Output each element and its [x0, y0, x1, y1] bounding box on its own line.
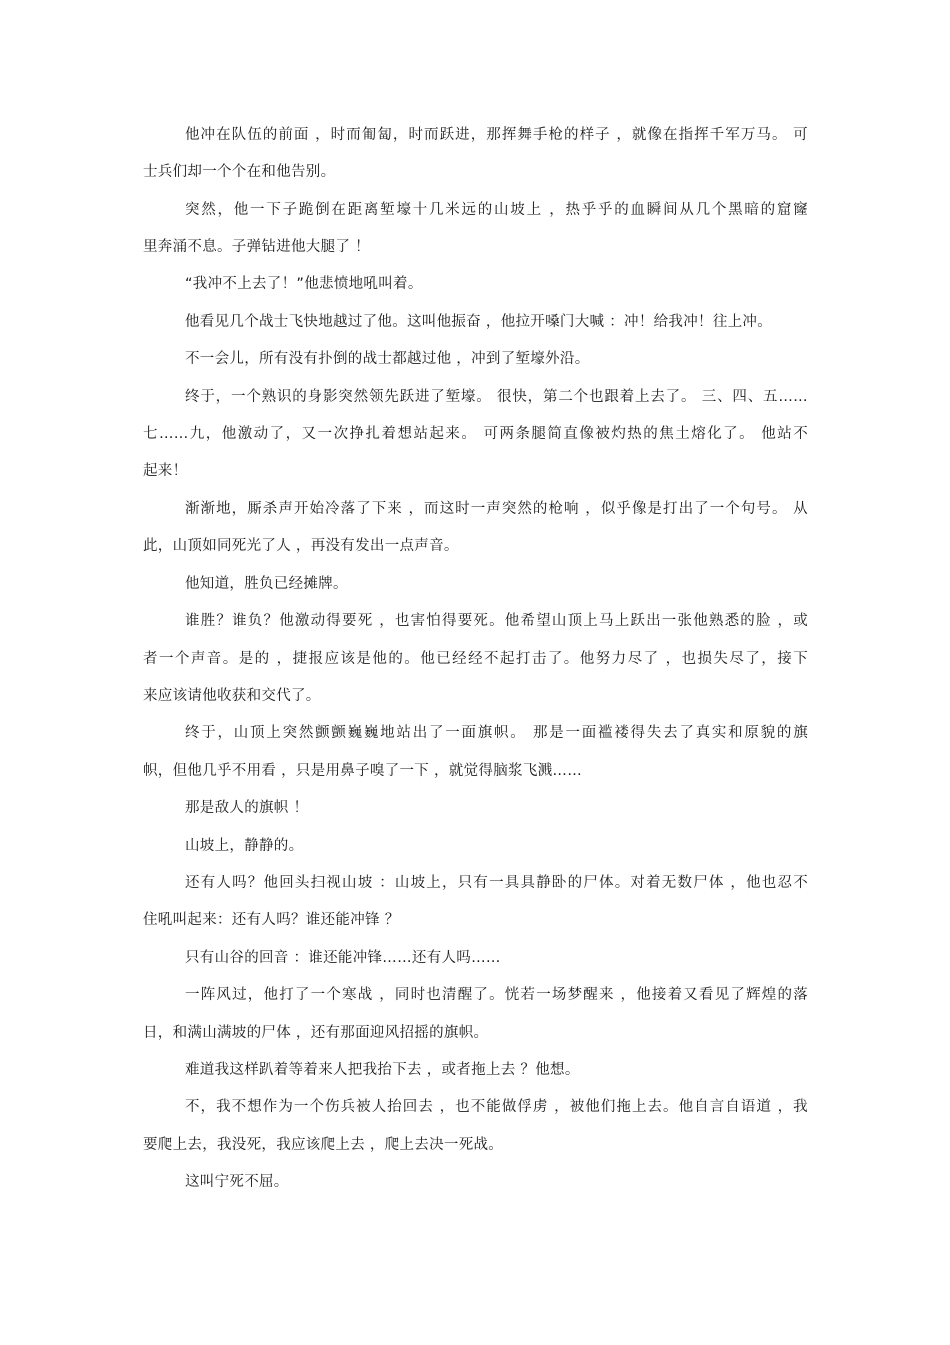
text-line: 山坡上，静静的。	[185, 838, 304, 854]
text-line: 他看见几个战士飞快地越过了他。这叫他振奋 ，他拉开嗓门大喊 ：冲！给我冲！往上冲。	[185, 314, 773, 330]
text-line: 只有山谷的回音 ：谁还能冲锋……还有人吗……	[185, 950, 501, 966]
text-line: 士兵们却一个个在和他告别。	[143, 164, 336, 180]
text-line: 七……九，他激动了，又一次挣扎着想站起来。 可两条腿简直像被灼热的焦土熔化了。 他站不	[143, 426, 808, 442]
text-line: 这叫宁死不屈。	[185, 1174, 289, 1190]
text-line: 那是敌人的旗帜 ！	[185, 800, 309, 816]
text-line: 者一个声音。是的 ，捷报应该是他的。他已经经不起打击了。他努力尽了 ，也损失尽了，接下	[143, 651, 808, 667]
text-line: 终于，一个熟识的身影突然领先跃进了堑壕。 很快，第二个也跟着上去了。 三、四、五……	[185, 389, 808, 405]
text-line: 谁胜？谁负？他激动得要死 ，也害怕得要死。他希望山顶上马上跃出一张他熟悉的脸 ，或	[185, 613, 808, 629]
text-line: 不一会儿，所有没有扑倒的战士都越过他 ，冲到了堑壕外沿。	[185, 351, 590, 367]
text-line: 终于，山顶上突然颤颤巍巍地站出了一面旗帜。 那是一面褴褛得失去了真实和原貌的旗	[185, 725, 808, 741]
text-line: 日，和满山满坡的尸体 ，还有那面迎风招摇的旗帜。	[143, 1025, 489, 1041]
text-line: 来应该请他收获和交代了。	[143, 688, 321, 704]
text-line: 一阵风过，他打了一个寒战 ，同时也清醒了。恍若一场梦醒来 ，他接着又看见了辉煌的落	[185, 987, 808, 1003]
text-line: 此，山顶如同死光了人 ，再没有发出一点声音。	[143, 538, 459, 554]
text-line: “我冲不上去了！”他悲愤地吼叫着。	[185, 276, 423, 292]
text-line: 还有人吗？他回头扫视山坡 ：山坡上，只有一具具静卧的尸体。对着无数尸体 ，他也忍不	[185, 875, 808, 891]
text-line: 渐渐地，厮杀声开始冷落了下来 ，而这时一声突然的枪响 ，似乎像是打出了一个句号。 从	[185, 501, 808, 517]
text-line: 突然，他一下子跪倒在距离堑壕十几米远的山坡上 ，热乎乎的血瞬间从几个黑暗的窟窿	[185, 202, 808, 218]
text-line: 他知道，胜负已经摊牌。	[185, 576, 348, 592]
text-line: 难道我这样趴着等着来人把我抬下去 ，或者拖上去 ？他想。	[185, 1062, 580, 1078]
text-line: 住吼叫起来：还有人吗？谁还能冲锋 ？	[143, 912, 400, 928]
text-line: 要爬上去，我没死，我应该爬上去 ，爬上去决一死战。	[143, 1137, 504, 1153]
text-line: 起来！	[143, 463, 188, 479]
text-line: 帜，但他几乎不用看 ，只是用鼻子嗅了一下 ，就觉得脑浆飞溅……	[143, 763, 583, 779]
text-line: 里奔涌不息。子弹钻进他大腿了 ！	[143, 239, 370, 255]
text-line: 不，我不想作为一个伤兵被人抬回去 ，也不能做俘虏 ，被他们拖上去。他自言自语道 ，我	[185, 1099, 808, 1115]
text-line: 他冲在队伍的前面 ，时而匍匐，时而跃进，那挥舞手枪的样子 ，就像在指挥千军万马。 可	[185, 127, 808, 143]
